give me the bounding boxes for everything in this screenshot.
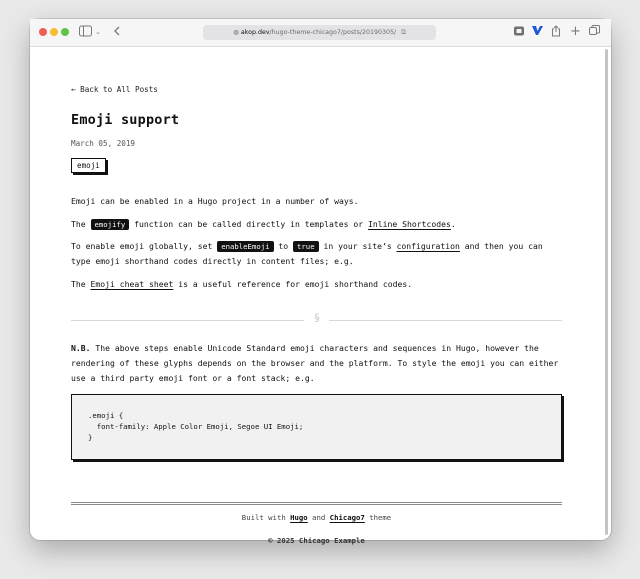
hugo-link[interactable]: Hugo	[290, 513, 308, 522]
share-icon[interactable]	[551, 25, 561, 39]
translate-icon[interactable]: ⧉	[401, 29, 406, 36]
footer-divider	[71, 504, 562, 505]
footer-built-with	[71, 513, 562, 522]
text: The above steps enable Unicode Standard emoji characters and sequences in Hugo, however the rendering of these glyphs depends on the browser and the platform. To style the emoji you can either use a third party emoji font or a font stack; e.g.	[71, 343, 559, 383]
text: The	[71, 219, 91, 229]
footer-divider	[71, 502, 562, 503]
footer-copyright: © 2025 Chicago Example	[268, 536, 365, 545]
zoom-window-button[interactable]	[61, 28, 69, 36]
paragraph-note	[71, 341, 561, 386]
section-divider	[71, 315, 562, 325]
url-path: /hugo-theme-chicago7/posts/20190305/	[269, 29, 397, 36]
browser-window	[30, 19, 611, 545]
text: function can be called directly in templates or	[129, 219, 369, 229]
text: The	[71, 279, 91, 289]
chevron-down-icon[interactable]: ⌄	[95, 28, 101, 36]
browser-toolbar	[30, 19, 611, 47]
emoji-cheat-sheet-link[interactable]: Emoji cheat sheet	[90, 279, 174, 289]
inline-code-true: true	[293, 241, 319, 252]
address-bar[interactable]	[203, 25, 436, 40]
text: and	[307, 513, 330, 522]
url-host: akop.dev	[240, 29, 270, 36]
inline-code-enableemoji: enableEmoji	[217, 241, 273, 252]
text: to	[273, 241, 294, 251]
inline-shortcodes-link[interactable]: Inline Shortcodes	[368, 219, 451, 229]
back-arrow-icon[interactable]	[113, 25, 121, 39]
page-content	[30, 47, 611, 545]
extension-icon[interactable]	[532, 25, 543, 39]
page-title: Emoji support	[71, 112, 180, 128]
text: in your site’s	[318, 241, 397, 251]
back-to-posts-link[interactable]: ← Back to All Posts	[71, 85, 158, 94]
code-block	[71, 394, 562, 460]
text: theme	[364, 513, 392, 522]
post-date: March 05, 2019	[71, 139, 136, 148]
chicago7-link[interactable]: Chicago7	[329, 513, 365, 522]
minimize-window-button[interactable]	[50, 28, 58, 36]
inline-code-emojify: emojify	[91, 219, 130, 230]
sidebar-icon[interactable]	[79, 25, 92, 39]
paragraph-emojify	[71, 217, 561, 232]
new-tab-icon[interactable]: +	[570, 24, 581, 39]
section-sign: §	[314, 313, 320, 324]
code-text: .emoji { font-family: Apple Color Emoji, Segoe UI Emoji; }	[88, 411, 304, 442]
tab-overview-icon[interactable]	[589, 25, 600, 39]
text: and then you can type emoji shorthand codes directly in content files; e.g.	[71, 241, 543, 266]
note-label: N.B.	[71, 343, 91, 353]
configuration-link[interactable]: configuration	[396, 241, 460, 251]
lock-icon: ◍	[233, 29, 239, 36]
paragraph-cheat-sheet	[71, 277, 561, 292]
paragraph-enable-globally	[71, 239, 561, 269]
tag-emoji[interactable]: emoji	[71, 158, 106, 173]
text: is a useful reference for emoji shorthand codes.	[173, 279, 413, 289]
text: Built with	[241, 513, 291, 522]
close-window-button[interactable]	[39, 28, 47, 36]
reader-icon[interactable]	[514, 25, 524, 39]
text: To enable emoji globally, set	[71, 241, 218, 251]
scrollbar[interactable]	[605, 49, 608, 535]
text: .	[450, 219, 456, 229]
paragraph-intro: Emoji can be enabled in a Hugo project in a number of ways.	[71, 196, 359, 206]
